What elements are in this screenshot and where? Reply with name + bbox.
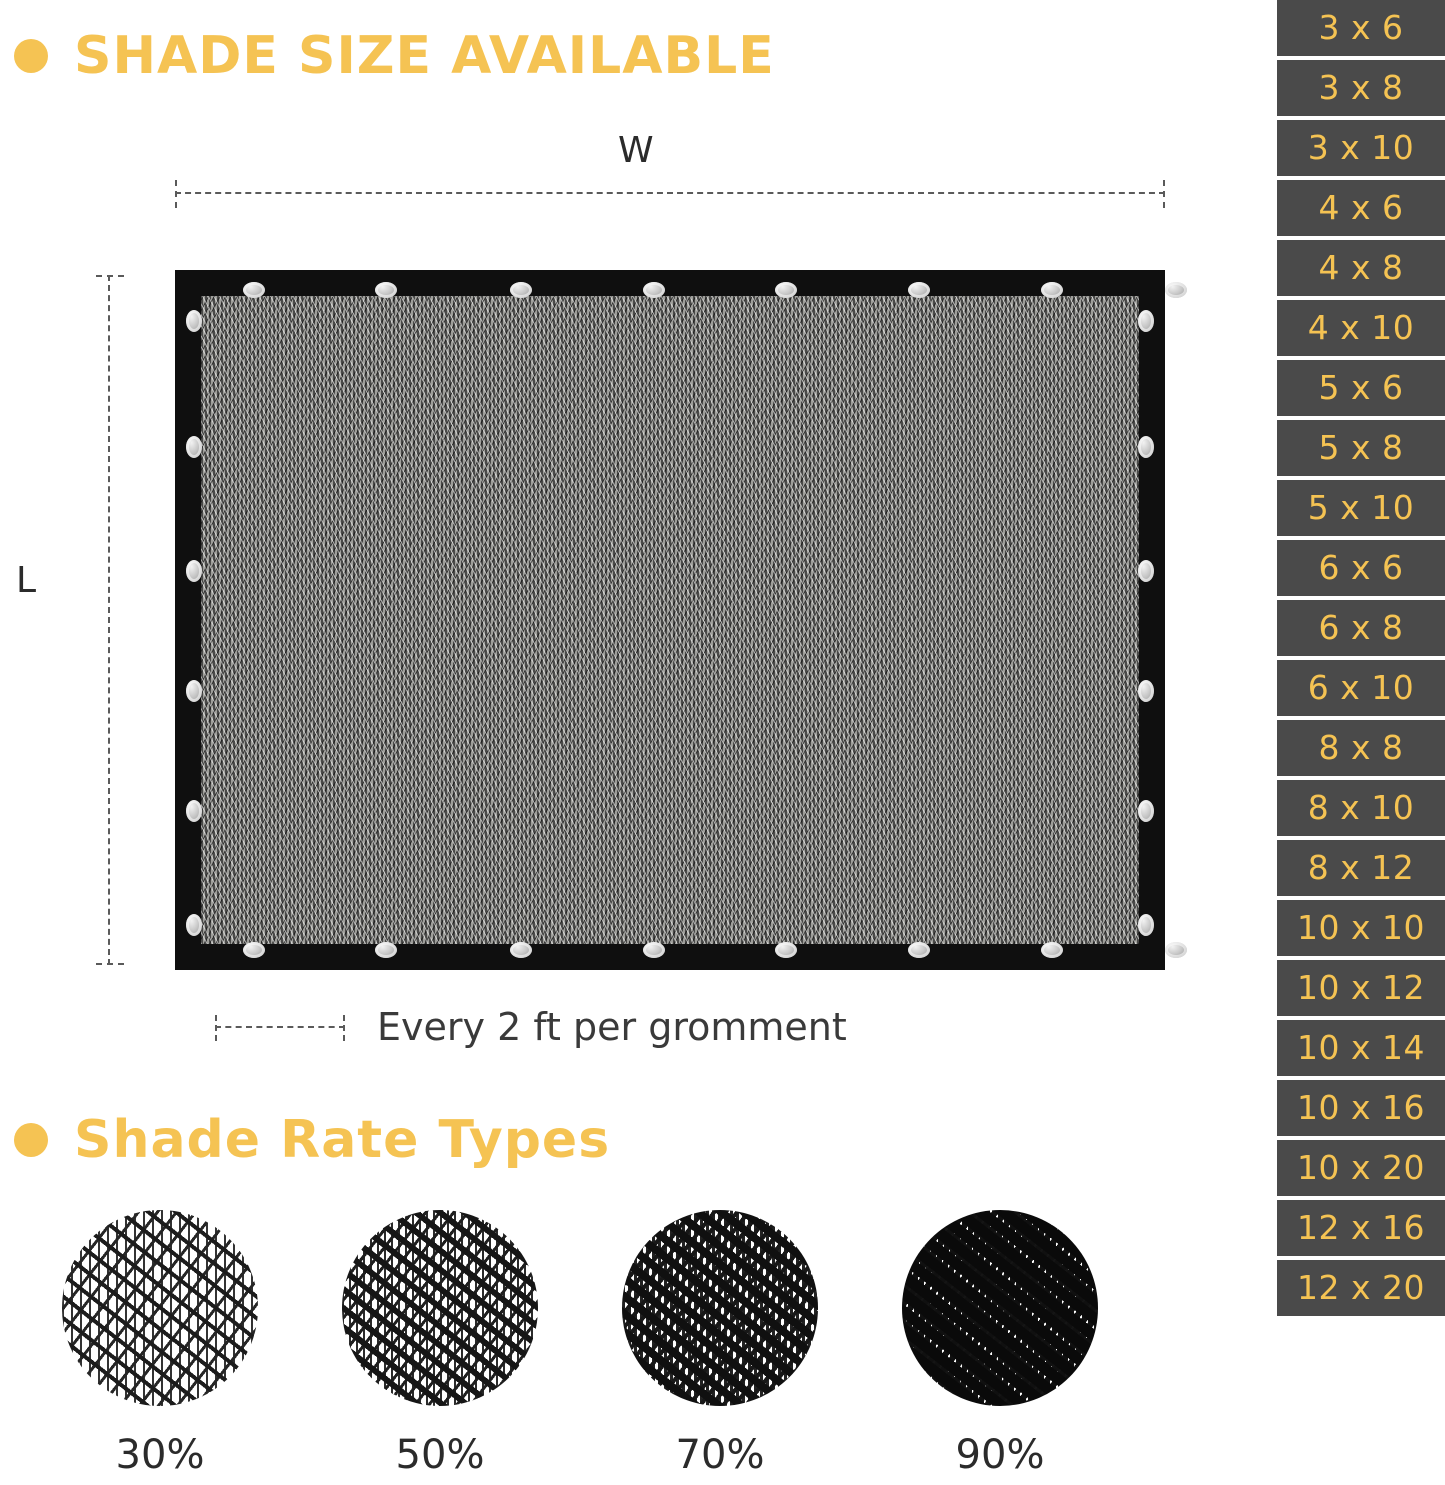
grommet (908, 942, 930, 958)
size-chip: 10 x 10 (1277, 900, 1445, 956)
size-chip: 5 x 8 (1277, 420, 1445, 476)
size-chip: 3 x 10 (1277, 120, 1445, 176)
size-chip: 12 x 20 (1277, 1260, 1445, 1316)
shade-rate-item (620, 1210, 820, 1478)
bullet-icon (14, 1123, 48, 1157)
size-chip: 4 x 10 (1277, 300, 1445, 356)
mesh-70-icon (622, 1210, 818, 1406)
grommet (1138, 310, 1154, 332)
grommet (908, 282, 930, 298)
grommet (1138, 560, 1154, 582)
size-chip: 10 x 14 (1277, 1020, 1445, 1076)
shade-cloth-mesh-texture (201, 296, 1139, 944)
grommet (186, 914, 202, 936)
grommet (186, 680, 202, 702)
grommet (775, 942, 797, 958)
size-chip: 5 x 10 (1277, 480, 1445, 536)
mesh-50-icon (342, 1210, 538, 1406)
grommet (775, 282, 797, 298)
grommet (186, 800, 202, 822)
grommet-spacing-label: Every 2 ft per gromment (377, 1005, 847, 1049)
length-dimension-line (108, 275, 110, 965)
size-chip-list (1277, 0, 1445, 1485)
grommet (1138, 800, 1154, 822)
size-chip: 4 x 6 (1277, 180, 1445, 236)
size-chip: 5 x 6 (1277, 360, 1445, 416)
grommet (643, 282, 665, 298)
bullet-icon (14, 39, 48, 73)
grommet (510, 282, 532, 298)
grommet-spacing-note (215, 1005, 847, 1049)
shade-sail-diagram (0, 120, 1270, 1080)
size-chip: 10 x 20 (1277, 1140, 1445, 1196)
mesh-30-icon (62, 1210, 258, 1406)
grommet (243, 942, 265, 958)
grommet (1041, 942, 1063, 958)
size-chip: 3 x 6 (1277, 0, 1445, 56)
grommet (643, 942, 665, 958)
grommet (375, 942, 397, 958)
length-dimension-label: L (16, 560, 37, 601)
shade-rate-swatch-list (60, 1210, 1220, 1478)
shade-rate-item (900, 1210, 1100, 1478)
shade-rate-label: 70% (675, 1432, 765, 1478)
width-dimension-label: W (618, 130, 654, 171)
size-chip: 10 x 16 (1277, 1080, 1445, 1136)
size-chip: 4 x 8 (1277, 240, 1445, 296)
section-heading-shade-rate (14, 1110, 610, 1170)
grommet (1165, 942, 1187, 958)
shade-rate-item (60, 1210, 260, 1478)
size-chip: 8 x 10 (1277, 780, 1445, 836)
size-chip: 8 x 8 (1277, 720, 1445, 776)
grommet (1138, 436, 1154, 458)
section-heading-shade-size-label: SHADE SIZE AVAILABLE (74, 26, 775, 86)
size-chip: 10 x 12 (1277, 960, 1445, 1016)
mesh-90-icon (902, 1210, 1098, 1406)
grommet (1138, 914, 1154, 936)
shade-rate-label: 50% (395, 1432, 485, 1478)
grommet (510, 942, 532, 958)
size-chip: 3 x 8 (1277, 60, 1445, 116)
grommet (243, 282, 265, 298)
size-chip: 8 x 12 (1277, 840, 1445, 896)
section-heading-shade-rate-label: Shade Rate Types (74, 1110, 611, 1170)
shade-cloth (175, 270, 1165, 970)
grommet (1041, 282, 1063, 298)
size-chip: 6 x 10 (1277, 660, 1445, 716)
grommet (186, 310, 202, 332)
grommet (1165, 282, 1187, 298)
width-dimension-line (175, 192, 1165, 194)
grommet-spacing-bracket (215, 1026, 345, 1028)
size-chip: 6 x 8 (1277, 600, 1445, 656)
grommet (375, 282, 397, 298)
shade-rate-item (340, 1210, 540, 1478)
grommet (186, 560, 202, 582)
shade-rate-label: 90% (955, 1432, 1045, 1478)
size-chip: 6 x 6 (1277, 540, 1445, 596)
shade-rate-label: 30% (115, 1432, 205, 1478)
section-heading-shade-size (14, 26, 775, 86)
grommet (186, 436, 202, 458)
size-chip: 12 x 16 (1277, 1200, 1445, 1256)
grommet (1138, 680, 1154, 702)
